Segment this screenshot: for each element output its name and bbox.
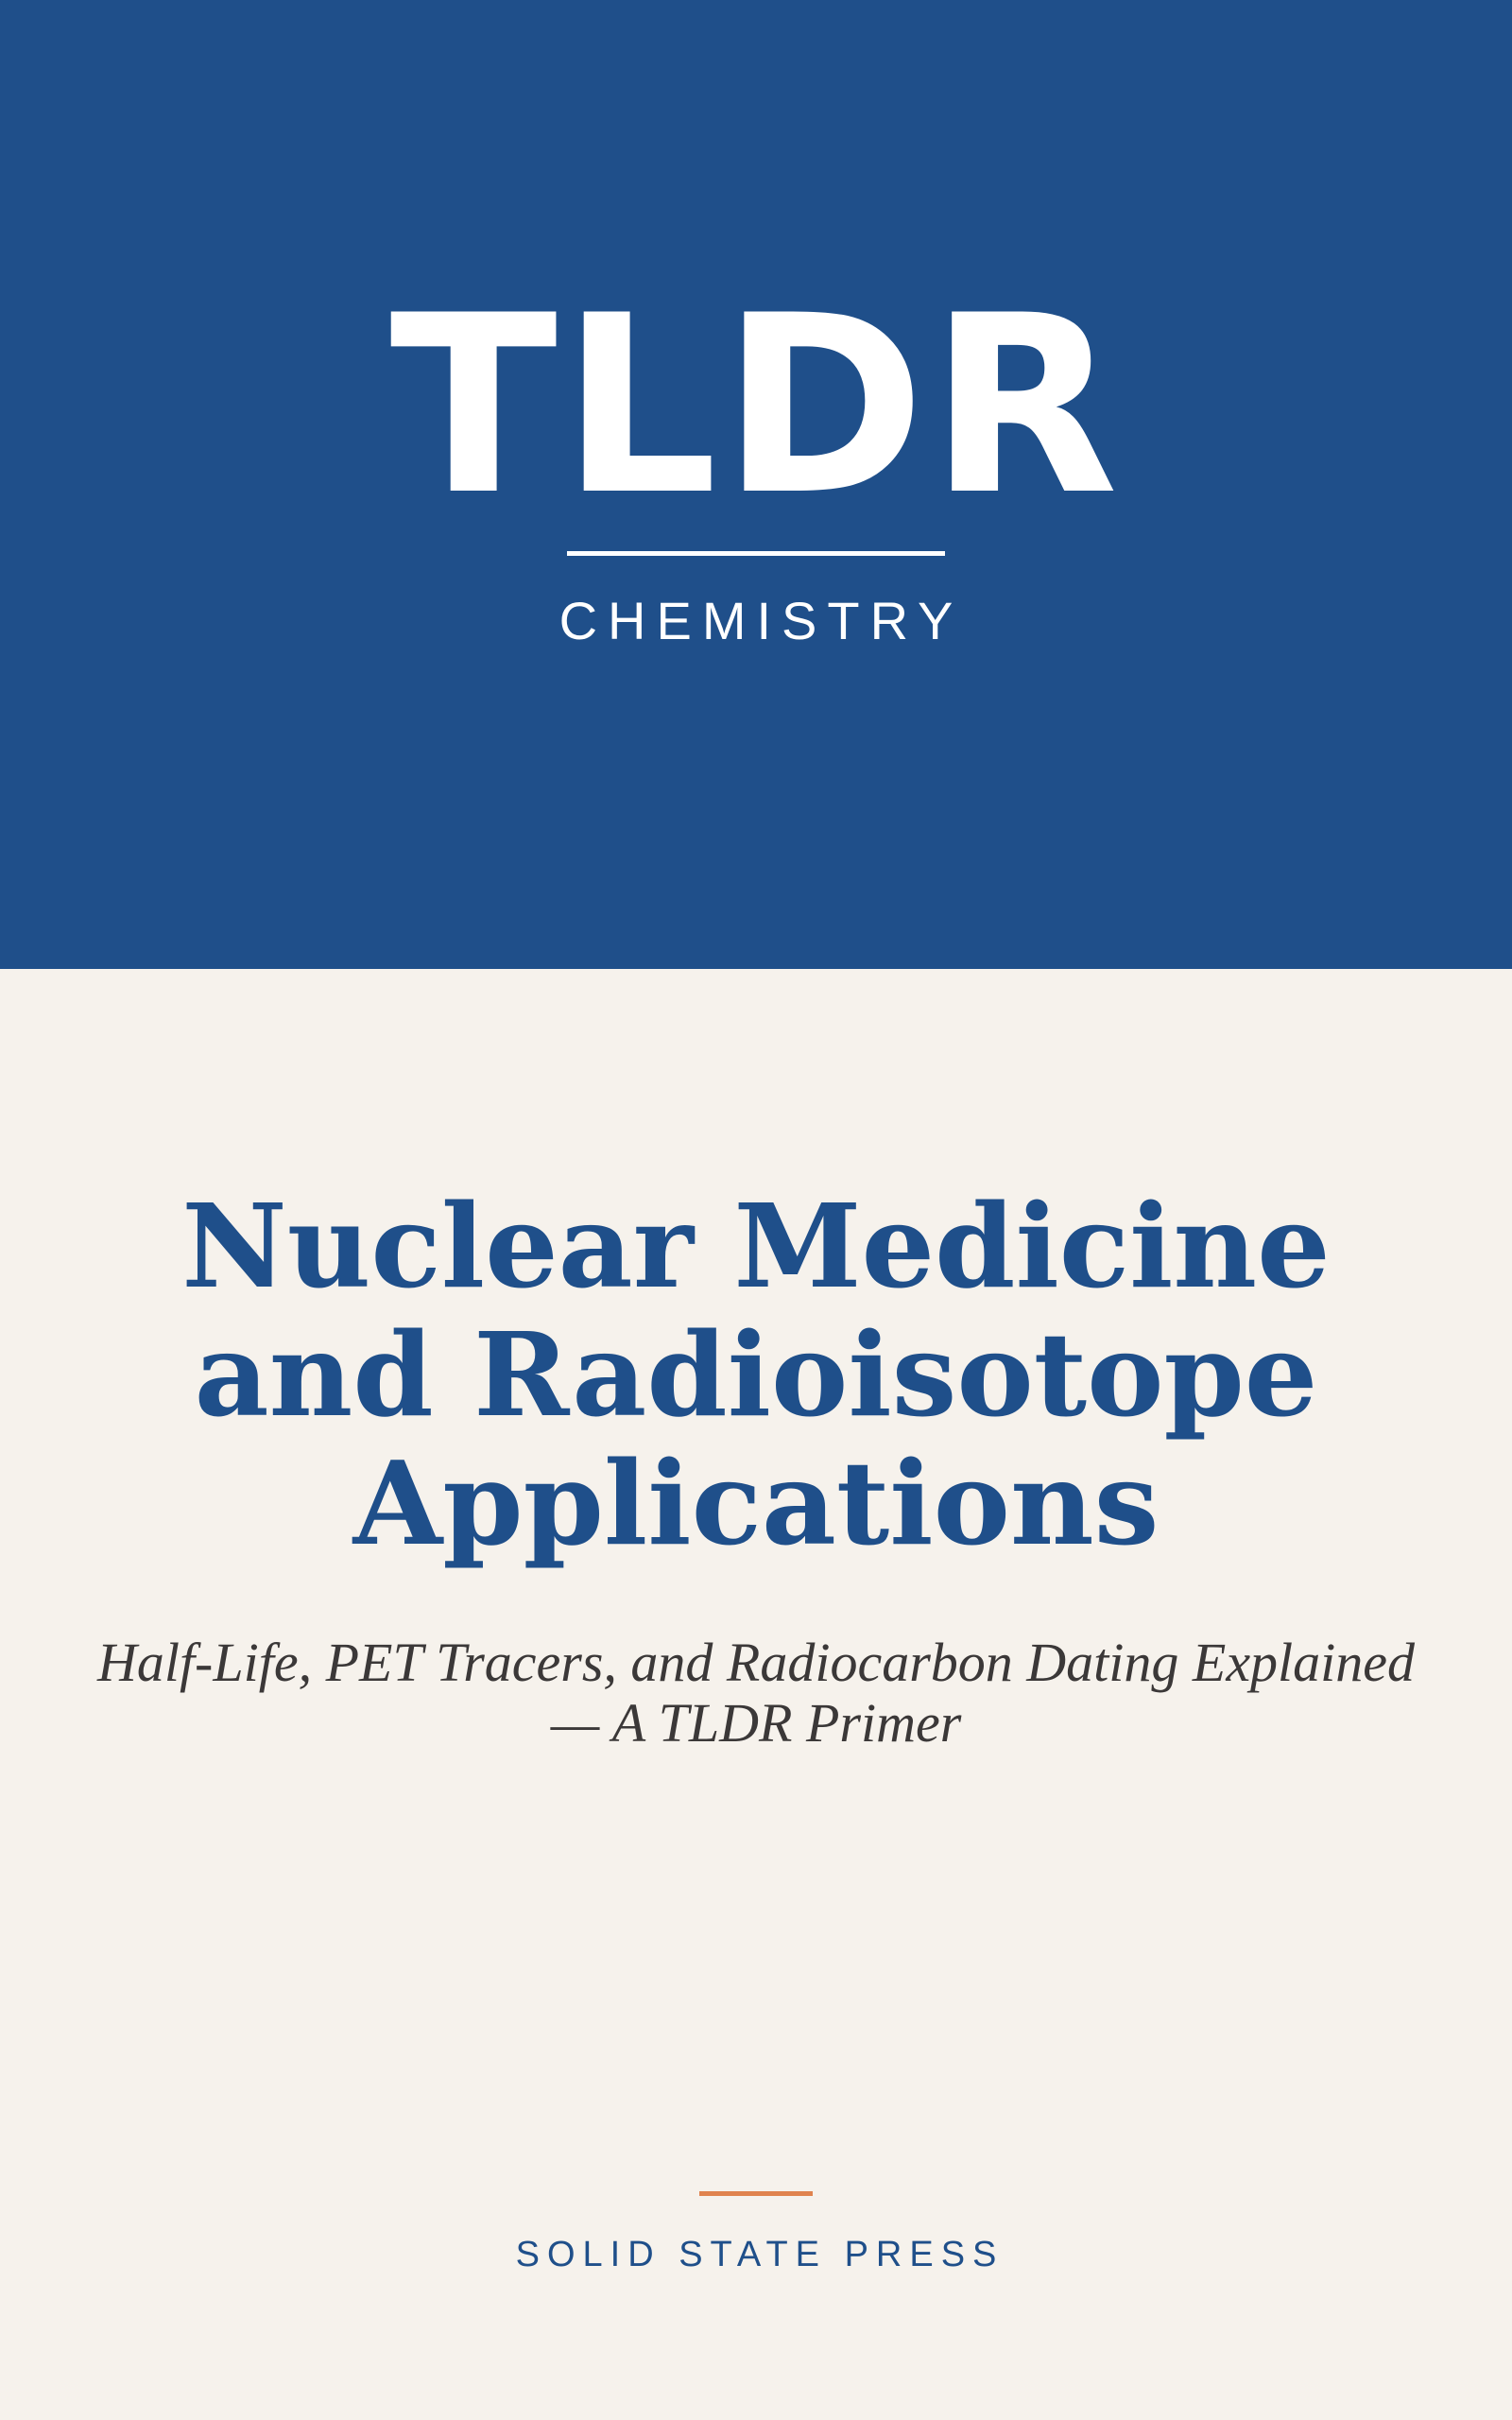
publisher-divider: [699, 2191, 813, 2196]
brand-logo-text: TLDR: [389, 264, 1123, 549]
book-title: Nuclear Medicine and Radioisotope Applications: [181, 1178, 1331, 1571]
brand-divider: [567, 551, 945, 556]
publisher-name: SOLID STATE PRESS: [515, 2235, 1005, 2274]
book-subtitle: Half-Life, PET Tracers, and Radiocarbon Dating Explained — A TLDR Primer: [96, 1632, 1416, 1754]
header-band: [0, 0, 1512, 969]
series-label: CHEMISTRY: [558, 591, 964, 650]
